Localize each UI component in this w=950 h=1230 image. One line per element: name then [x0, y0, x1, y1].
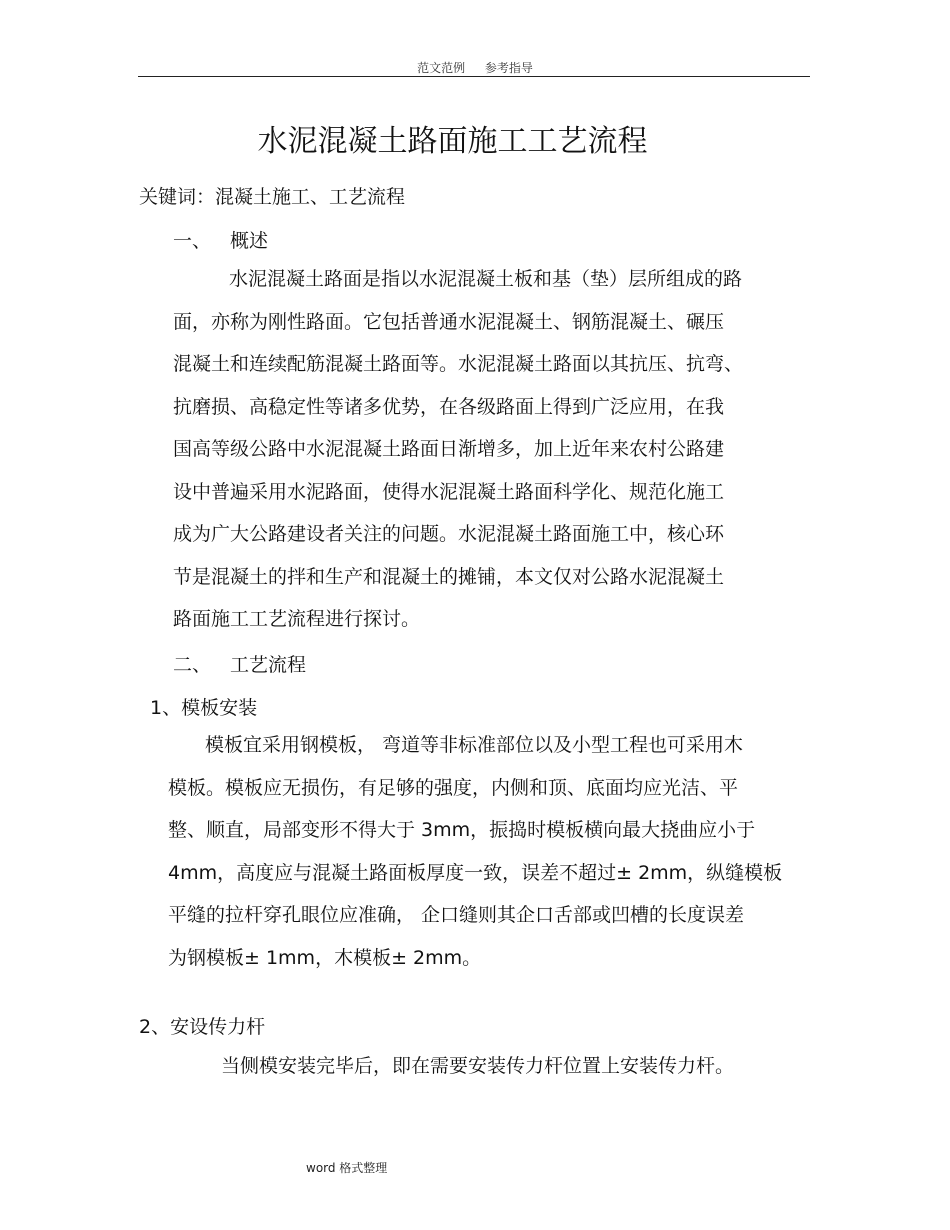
section-label: 概述 [230, 230, 269, 252]
subheading-formwork: 1、模板安装 [150, 697, 258, 719]
paragraph-line: 面，亦称为刚性路面。它包括普通水泥混凝土、钢筋混凝土、碾压 [173, 310, 725, 333]
section-number: 二、 [173, 654, 212, 676]
document-title: 水泥混凝土路面施工工艺流程 [257, 124, 648, 159]
paragraph-line: 路面施工工艺流程进行探讨。 [173, 608, 421, 630]
paragraph-line: 成为广大公路建设者关注的问题。水泥混凝土路面施工中，核心环 [173, 523, 725, 545]
paragraph-line: 为钢模板± 1mm，木模板± 2mm。 [168, 946, 482, 969]
subheading-dowel-bars: 2、安设传力杆 [139, 1016, 266, 1038]
paragraph-line: 整、顺直，局部变形不得大于 3mm，振捣时模板横向最大挠曲应小于 [168, 819, 756, 841]
section-heading-overview [173, 226, 268, 253]
overview-paragraph [173, 258, 743, 641]
paragraph-line: 水泥混凝土路面是指以水泥混凝土板和基（垫）层所组成的路 [229, 268, 743, 290]
paragraph-line: 节是混凝土的拌和生产和混凝土的摊铺，本文仅对公路水泥混凝土 [173, 565, 725, 588]
header-rule [138, 76, 810, 77]
paragraph-line: 国高等级公路中水泥混凝土路面日渐增多，加上近年来农村公路建 [173, 438, 725, 460]
dowel-paragraph: 当侧模安装完毕后，即在需要安装传力杆位置上安装传力杆。 [221, 1055, 735, 1077]
section-number: 一、 [173, 230, 212, 252]
paragraph-line: 抗磨损、高稳定性等诸多优势，在各级路面上得到广泛应用，在我 [173, 395, 725, 418]
header-right-text: 参考指导 [484, 61, 533, 75]
page-header [0, 59, 950, 76]
header-left-text: 范文范例 [417, 61, 466, 75]
formwork-paragraph [168, 724, 782, 979]
section-heading-process [173, 650, 306, 677]
paragraph-line: 设中普遍采用水泥路面，使得水泥混凝土路面科学化、规范化施工 [173, 480, 725, 503]
paragraph-line: 模板宜采用钢模板， 弯道等非标准部位以及小型工程也可采用木 [205, 734, 744, 756]
paragraph-line: 4mm，高度应与混凝土路面板厚度一致，误差不超过± 2mm，纵缝模板 [168, 861, 783, 884]
keywords-line: 关键词：混凝土施工、工艺流程 [139, 186, 406, 208]
section-label: 工艺流程 [230, 654, 307, 676]
paragraph-line: 模板。模板应无损伤，有足够的强度，内侧和顶、底面均应光洁、平 [168, 776, 739, 799]
page-footer: word 格式整理 [306, 1161, 388, 1175]
paragraph-line: 平缝的拉杆穿孔眼位应准确， 企口缝则其企口舌部或凹槽的长度误差 [168, 904, 745, 926]
paragraph-line: 混凝土和连续配筋混凝土路面等。水泥混凝土路面以其抗压、抗弯、 [173, 353, 744, 375]
